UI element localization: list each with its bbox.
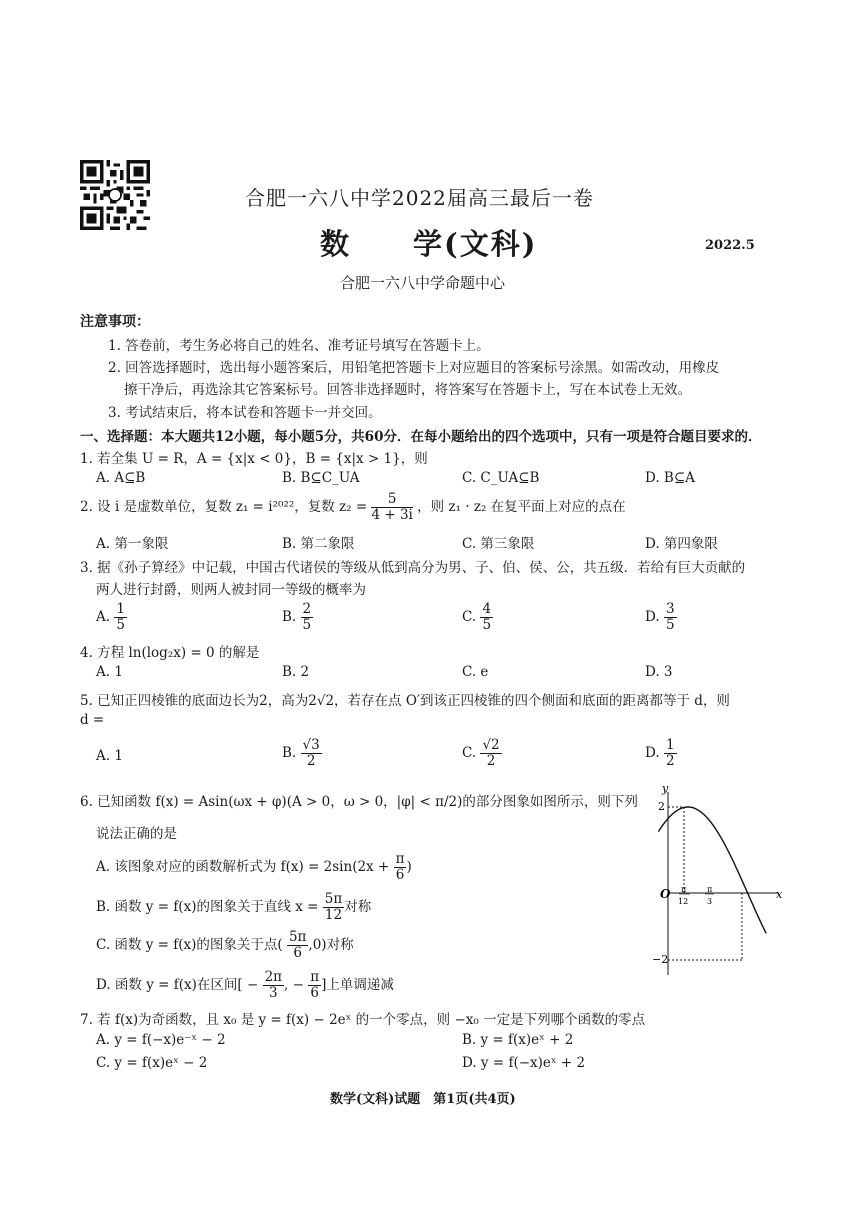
q6-option-d: D. 函数 y = f(x)在区间[ − $\frac{2\pi}{3}$ , − $\frac{\pi}{6}$ ]上单调递减 (96, 969, 394, 1001)
q3-option-d: D. $\frac{3}{5}$ (645, 601, 675, 633)
q5-stem-line2: d = (80, 712, 105, 728)
q4-option-b: B. 2 (282, 664, 310, 680)
q2-option-d: D. 第四象限 (645, 536, 718, 552)
q4-option-a: A. 1 (96, 664, 123, 680)
x-axis-label: x (776, 888, 783, 901)
subject-title: 数 学(文科) (320, 227, 538, 261)
q4-option-c: C. e (462, 664, 489, 680)
exam-date: 2022.5 (705, 238, 755, 253)
q1-option-a: A. A⊆B (96, 470, 146, 486)
q5-option-d: D. $\frac{1}{2}$ (645, 737, 675, 769)
q3-stem-line1: 3. 据《孙子算经》中记载，中国古代诸侯的等级从低到高分为男、子、伯、侯、公，共五级．若给有巨大贡献的 (80, 560, 746, 576)
y-axis-label: y (662, 782, 669, 795)
q1-option-c: C. C_UA⊆B (462, 470, 540, 486)
y-min-label: −2 (652, 953, 669, 966)
origin-label: O (660, 887, 671, 901)
q5-option-b: B. $\frac{√3}{2}$ (282, 737, 320, 769)
q4-stem: 4. 方程 ln(log₂x) = 0 的解是 (80, 645, 260, 661)
q2-fraction: $\frac{5}{4 + 3i}$ (371, 491, 413, 523)
q4-option-d: D. 3 (645, 664, 673, 680)
q2-option-b: B. 第二象限 (282, 536, 355, 552)
notice-heading: 注意事项： (80, 314, 150, 330)
q7-stem: 7. 若 f(x)为奇函数，且 x₀ 是 y = f(x) − 2eˣ 的一个零点，则 −x₀ 一定是下列哪个函数的零点 (80, 1012, 646, 1028)
q2-stem: 2. 设 i 是虚数单位，复数 z₁ = i²⁰²²，复数 z₂ = $\frac{5}{4 + 3i}$ ，则 z₁ · z₂ 在复平面上对应的点在 (80, 491, 626, 523)
q1-stem: 1. 若全集 U = R，A = {x|x < 0}，B = {x|x > 1}，则 (80, 451, 428, 467)
notice-item-2-cont: 擦干净后，再选涂其它答案标号。回答非选择题时，将答案写在答题卡上，写在本试卷上无效。 (124, 382, 691, 398)
q6-option-a: A. 该图象对应的函数解析式为 f(x) = 2sin(2x + $\frac{\pi}{6}$ ) (96, 851, 412, 883)
q7-option-d: D. y = f(−x)eˣ + 2 (462, 1055, 586, 1071)
q7-option-a: A. y = f(−x)e⁻ˣ − 2 (96, 1032, 226, 1048)
q5-stem-line1: 5. 已知正四棱锥的底面边长为2，高为2√2，若存在点 O′到该正四棱锥的四个侧面和底面的距离都等于 d，则 (80, 693, 730, 709)
page-footer: 数学(文科)试题 第1页(共4页) (330, 1092, 516, 1107)
q7-option-c: C. y = f(x)eˣ − 2 (96, 1055, 208, 1071)
tick1-num: π (681, 885, 687, 894)
q6-option-c: C. 函数 y = f(x)的图象关于点( $\frac{5\pi}{6}$ ,0)对称 (96, 929, 354, 961)
issuer: 合肥一六八中学命题中心 (340, 274, 506, 292)
q5-option-a: A. 1 (96, 748, 123, 764)
tick1-den: 12 (678, 897, 689, 906)
q6-function-graph (650, 780, 790, 980)
qr-code-icon (80, 160, 150, 230)
q7-option-b: B. y = f(x)eˣ + 2 (462, 1032, 574, 1048)
q3-stem-line2: 两人进行封爵，则两人被封同一等级的概率为 (96, 582, 366, 598)
q1-option-b: B. B⊆C_UA (282, 470, 360, 486)
q5-option-c: C. $\frac{√2}{2}$ (462, 737, 500, 769)
tick2-num: π (707, 885, 713, 894)
q2-option-c: C. 第三象限 (462, 536, 535, 552)
q6-stem-line1: 6. 已知函数 f(x) = Asin(ωx + φ)(A > 0，ω > 0，|φ| < π/2)的部分图象如图所示，则下列 (80, 794, 638, 810)
sine-curve (658, 807, 766, 933)
q3-option-c: C. $\frac{4}{5}$ (462, 601, 492, 633)
exam-title: 合肥一六八中学2022届高三最后一卷 (245, 186, 594, 210)
notice-item-3: 3. 考试结束后，将本试卷和答题卡一并交回。 (108, 405, 382, 421)
q3-option-b: B. $\frac{2}{5}$ (282, 601, 312, 633)
q3-option-a: A. $\frac{1}{5}$ (96, 601, 125, 633)
q6-stem-line2: 说法正确的是 (96, 826, 177, 842)
tick2-den: 3 (707, 897, 713, 906)
notice-item-2: 2. 回答选择题时，选出每小题答案后，用铅笔把答题卡上对应题目的答案标号涂黑。如需改动，用橡皮 (108, 360, 720, 376)
notice-item-1: 1. 答卷前，考生务必将自己的姓名、准考证号填写在答题卡上。 (108, 338, 490, 354)
y-max-label: 2 (658, 800, 665, 813)
q6-option-b: B. 函数 y = f(x)的图象关于直线 x = $\frac{5\pi}{12}$ 对称 (96, 891, 372, 923)
q1-option-d: D. B⊆A (645, 470, 695, 486)
q2-option-a: A. 第一象限 (96, 536, 169, 552)
section-heading: 一、选择题：本大题共12小题，每小题5分，共60分．在每小题给出的四个选项中，只有一项是符合题目要求的． (80, 429, 762, 445)
